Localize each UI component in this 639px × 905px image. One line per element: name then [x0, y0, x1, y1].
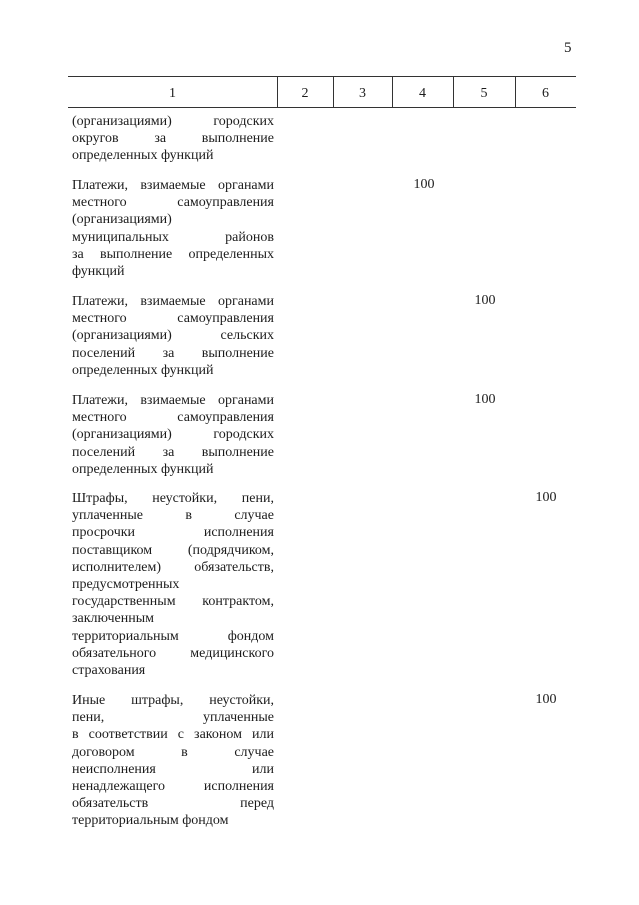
table-row-4-value: 100 [535, 490, 557, 505]
column-header-6: 6 [542, 86, 549, 101]
description-line: пени, уплаченные [72, 710, 274, 726]
table-row-5-value: 100 [535, 692, 557, 707]
description-line: (организациями) городских [72, 114, 274, 129]
description-line: заключенным [72, 611, 154, 627]
description-line: исполнителем) обязательств, [72, 559, 274, 575]
description-line: просрочки исполнения [72, 525, 274, 541]
description-line: местного самоуправления [72, 410, 274, 426]
description-line: Иные штрафы, неустойки, [72, 693, 274, 708]
description-line: Платежи, взимаемые органами [72, 178, 274, 193]
description-line: округов за выполнение [72, 131, 274, 147]
page-number: 5 [564, 40, 572, 56]
column-header-3: 3 [359, 86, 366, 101]
description-line: определенных функций [72, 148, 214, 164]
table-row-3-value: 100 [474, 392, 496, 407]
description-line: обязательств перед [72, 796, 274, 812]
table-row-1-description [72, 177, 274, 280]
column-header-2: 2 [301, 86, 309, 101]
table-row-5-description [72, 692, 274, 830]
description-line: поселений за выполнение [72, 444, 274, 460]
description-line: функций [72, 264, 125, 280]
description-line: уплаченные в случае [72, 508, 274, 524]
description-line: поселений за выполнение [72, 345, 274, 361]
description-line: территориальным фондом [72, 813, 229, 829]
description-line: (организациями) городских [72, 427, 274, 443]
description-line: обязательного медицинского [72, 645, 274, 661]
description-line: (организациями) [72, 212, 172, 228]
description-line: поставщиком (подрядчиком, [72, 542, 274, 558]
description-line: за выполнение определенных [72, 246, 274, 262]
description-line: ненадлежащего исполнения [72, 779, 274, 795]
description-line: неисполнения или [72, 761, 274, 777]
table-row-0-description [72, 113, 274, 165]
description-line: в соответствии с законом или [72, 727, 274, 743]
table-row-4-description [72, 490, 274, 679]
description-line: Штрафы, неустойки, пени, [72, 491, 274, 506]
table-row-2-value: 100 [474, 293, 496, 308]
description-line: местного самоуправления [72, 311, 274, 327]
description-line: страхования [72, 663, 146, 679]
description-line: Платежи, взимаемые органами [72, 393, 274, 408]
description-line: определенных функций [72, 461, 214, 477]
description-line: Платежи, взимаемые органами [72, 294, 274, 309]
column-header-4: 4 [419, 86, 426, 101]
column-header-1: 1 [169, 86, 176, 101]
description-line: договором в случае [72, 744, 274, 760]
table-row-1-value: 100 [413, 177, 435, 192]
description-line: (организациями) сельских [72, 328, 274, 344]
description-line: местного самоуправления [72, 195, 274, 211]
description-line: муниципальных районов [72, 229, 274, 245]
column-header-5: 5 [480, 86, 488, 101]
header-top-rule [68, 76, 576, 77]
table-row-3-description [72, 392, 274, 478]
header-bottom-rule [68, 107, 576, 108]
description-line: определенных функций [72, 362, 214, 378]
description-line: территориальным фондом [72, 628, 274, 644]
description-line: государственным контрактом, [72, 594, 274, 610]
description-line: предусмотренных [72, 577, 180, 593]
table-row-2-description [72, 293, 274, 379]
